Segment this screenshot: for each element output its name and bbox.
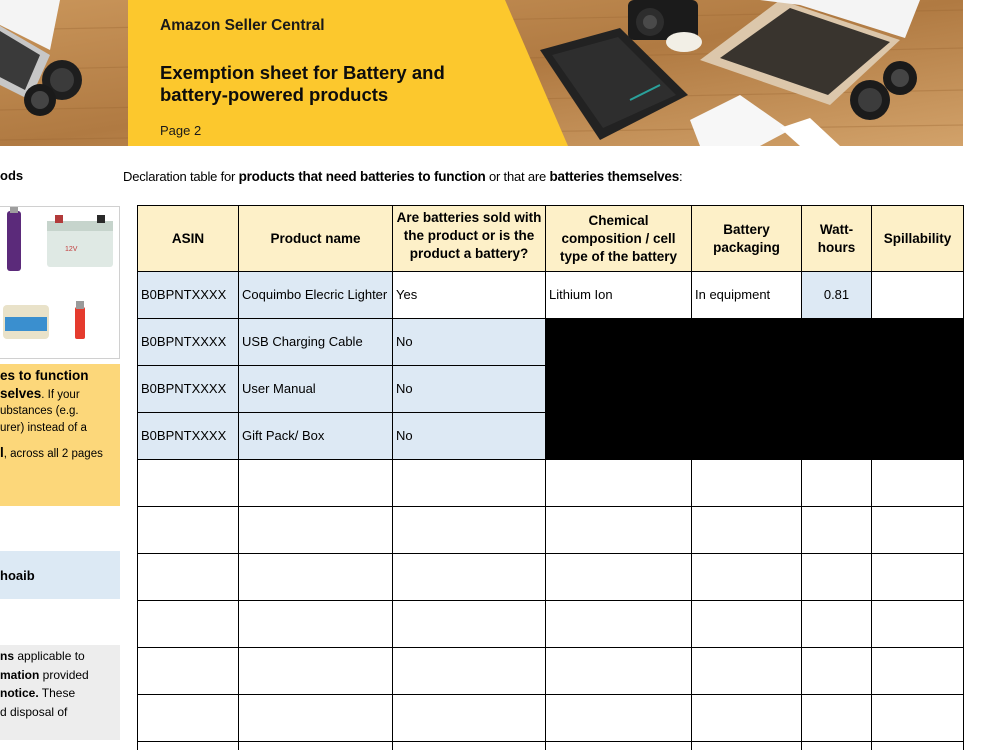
declaration-table [137, 205, 964, 750]
cell-batteries-sold[interactable] [393, 695, 546, 742]
table-header-row [138, 206, 964, 272]
instruction-line: ubstances (e.g. [0, 405, 79, 417]
column-header-watt-hours: Watt-hours [802, 206, 872, 272]
intro-text: or that are [485, 169, 550, 184]
cell-watt-hours[interactable] [802, 460, 872, 507]
cell-watt-hours[interactable] [802, 554, 872, 601]
disclaimer-text: d disposal of [0, 704, 68, 719]
cell-watt-hours[interactable] [802, 601, 872, 648]
empty-table-row [138, 507, 964, 554]
table-row [138, 319, 964, 366]
cell-product-name[interactable] [239, 507, 393, 554]
disclaimer-text: applicable to [14, 649, 85, 663]
empty-table-row [138, 460, 964, 507]
cell-product-name[interactable] [239, 554, 393, 601]
cell-watt-hours[interactable] [802, 507, 872, 554]
cell-watt-hours[interactable] [802, 742, 872, 750]
cell-packaging[interactable] [692, 601, 802, 648]
lighter-icon [75, 301, 85, 339]
cell-batteries-sold[interactable] [393, 507, 546, 554]
cell-asin[interactable] [138, 460, 239, 507]
cell-watt-hours[interactable] [802, 695, 872, 742]
cell-chemistry[interactable] [546, 742, 692, 750]
cylinder-battery-icon [7, 207, 21, 271]
empty-table-row [138, 648, 964, 695]
cell-batteries-sold[interactable] [393, 554, 546, 601]
disclaimer-bold: ns [0, 649, 15, 663]
cell-product-name[interactable]: Coquimbo Elecric Lighter [239, 272, 393, 319]
cell-packaging[interactable]: In equipment [692, 272, 802, 319]
cell-chemistry[interactable] [546, 507, 692, 554]
empty-table-row [138, 742, 964, 750]
disclaimer-text: These [38, 686, 76, 700]
disclaimer-panel [0, 645, 120, 740]
cell-asin[interactable] [138, 695, 239, 742]
column-header-asin: ASIN [138, 206, 239, 272]
cell-asin[interactable]: B0BPNTXXXX [138, 413, 239, 460]
intro-bold: products that need batteries to function [238, 169, 486, 184]
cell-batteries-sold[interactable] [393, 648, 546, 695]
cell-packaging[interactable] [692, 695, 802, 742]
intro-text: : [679, 169, 683, 184]
cell-asin[interactable] [138, 601, 239, 648]
disclaimer-text: provided [39, 667, 89, 682]
cell-packaging[interactable] [692, 507, 802, 554]
cell-chemistry[interactable] [546, 648, 692, 695]
cell-packaging[interactable] [692, 742, 802, 750]
instruction-line: l [0, 445, 4, 460]
cell-chemistry[interactable]: Lithium Ion [546, 272, 692, 319]
svg-text:12V: 12V [65, 246, 78, 253]
cell-spillability[interactable] [872, 742, 964, 750]
cell-product-name[interactable] [239, 648, 393, 695]
instruction-line: urer) instead of a [0, 421, 87, 434]
empty-table-row [138, 554, 964, 601]
cell-asin[interactable] [138, 742, 239, 750]
cell-batteries-sold[interactable]: No [393, 319, 546, 366]
cell-packaging[interactable] [692, 648, 802, 695]
cell-asin[interactable]: B0BPNTXXXX [138, 272, 239, 319]
cell-spillability[interactable] [872, 695, 964, 742]
instruction-line-suffix: , across all 2 pages [3, 448, 103, 460]
sheet-title: Exemption sheet for Battery and battery-powered products [160, 62, 445, 105]
cell-batteries-sold[interactable]: Yes [393, 272, 546, 319]
cell-asin[interactable] [138, 648, 239, 695]
cell-product-name[interactable] [239, 742, 393, 750]
cell-product-name[interactable]: Gift Pack/ Box [239, 413, 393, 460]
page-number: Page 2 [160, 123, 202, 138]
mouse-icon [666, 32, 702, 52]
cell-packaging[interactable] [692, 460, 802, 507]
intro-text: Declaration table for [123, 169, 239, 184]
cell-chemistry[interactable] [546, 695, 692, 742]
disclaimer-bold: notice. [0, 686, 39, 700]
empty-table-row [138, 695, 964, 742]
cell-packaging[interactable] [692, 554, 802, 601]
cell-batteries-sold[interactable] [393, 460, 546, 507]
cell-asin[interactable]: B0BPNTXXXX [138, 366, 239, 413]
cell-chemistry[interactable] [546, 460, 692, 507]
column-header-battery-packaging: Battery packaging [692, 206, 802, 272]
column-header-spillability: Spillability [872, 206, 964, 272]
cell-spillability[interactable] [872, 601, 964, 648]
instruction-line: es to function [0, 368, 89, 383]
sidebar-heading: ods [0, 168, 24, 183]
cell-spillability[interactable] [872, 460, 964, 507]
column-header-batteries-sold [393, 206, 546, 272]
cell-watt-hours[interactable] [802, 648, 872, 695]
instruction-line-suffix: . If your [41, 388, 80, 401]
column-header-product-name: Product name [239, 206, 393, 272]
not-applicable-block [546, 319, 964, 460]
cell-spillability[interactable] [872, 507, 964, 554]
cell-chemistry[interactable] [546, 554, 692, 601]
cell-asin[interactable]: B0BPNTXXXX [138, 319, 239, 366]
cell-asin[interactable] [138, 507, 239, 554]
cell-spillability[interactable] [872, 648, 964, 695]
cell-watt-hours[interactable]: 0.81 [802, 272, 872, 319]
cell-spillability[interactable] [872, 272, 964, 319]
header-banner [0, 0, 963, 146]
cell-product-name[interactable]: User Manual [239, 366, 393, 413]
cell-batteries-sold[interactable]: No [393, 413, 546, 460]
column-header-chemical-composition: Chemical composition / cell type of the battery [546, 206, 692, 272]
intro-bold: batteries themselves [549, 169, 680, 184]
empty-table-row [138, 601, 964, 648]
cell-asin[interactable] [138, 554, 239, 601]
instructions-panel [0, 364, 120, 506]
cell-product-name[interactable] [239, 695, 393, 742]
signatory-name-box: hoaib [0, 551, 120, 599]
cell-batteries-sold[interactable]: No [393, 366, 546, 413]
table-row [138, 272, 964, 319]
battery-examples-image [0, 206, 120, 359]
battery-pack-icon [3, 305, 49, 339]
cell-product-name[interactable] [239, 460, 393, 507]
cell-batteries-sold[interactable] [393, 742, 546, 750]
cell-chemistry[interactable] [546, 601, 692, 648]
brand-name: Amazon Seller Central [160, 17, 325, 34]
cell-product-name[interactable]: USB Charging Cable [239, 319, 393, 366]
table-intro [123, 169, 682, 184]
cell-batteries-sold[interactable] [393, 601, 546, 648]
car-battery-icon [47, 215, 113, 267]
cell-spillability[interactable] [872, 554, 964, 601]
cell-product-name[interactable] [239, 601, 393, 648]
header-text: Are batteries sold with the product or is the product a battery? [396, 210, 542, 261]
disclaimer-bold: mation [0, 667, 40, 682]
instruction-line: selves [0, 385, 42, 401]
